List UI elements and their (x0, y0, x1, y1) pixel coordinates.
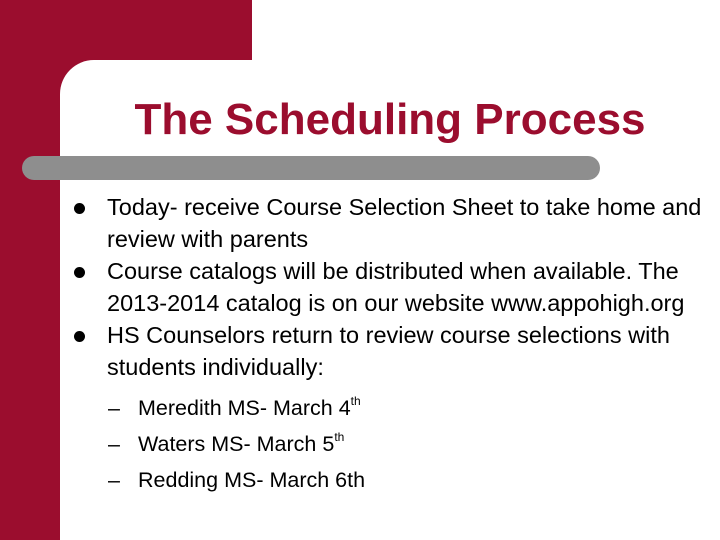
bullet-dot-icon (74, 331, 85, 342)
bullet-item (74, 191, 714, 255)
dash-marker: – (108, 432, 120, 456)
bullet-item (74, 319, 714, 383)
sub-item-text: Waters MS- March 5 (138, 432, 335, 456)
bullet-item (74, 255, 714, 319)
sub-list (74, 390, 714, 498)
dash-marker: – (108, 396, 120, 420)
bullet-dot-icon (74, 203, 85, 214)
sub-list-item (108, 462, 714, 498)
bullet-dot-icon (74, 267, 85, 278)
bullet-text: HS Counselors return to review course selections with students individually: (107, 322, 670, 380)
sub-list-item (108, 390, 714, 426)
sub-list-item (108, 426, 714, 462)
title-rule (22, 156, 600, 180)
bullet-text: Today- receive Course Selection Sheet to take home and review with parents (107, 194, 702, 252)
sub-item-text: Redding MS- March 6th (138, 468, 366, 492)
sub-item-text: Meredith MS- March 4 (138, 396, 351, 420)
slide-body (74, 191, 714, 498)
ordinal-suffix: th (350, 393, 361, 408)
slide-title: The Scheduling Process (134, 95, 646, 144)
bullet-text: Course catalogs will be distributed when available. The 2013-2014 catalog is on our website www.appohigh.org (107, 258, 685, 316)
ordinal-suffix: th (334, 429, 345, 444)
dash-marker: – (108, 468, 120, 492)
